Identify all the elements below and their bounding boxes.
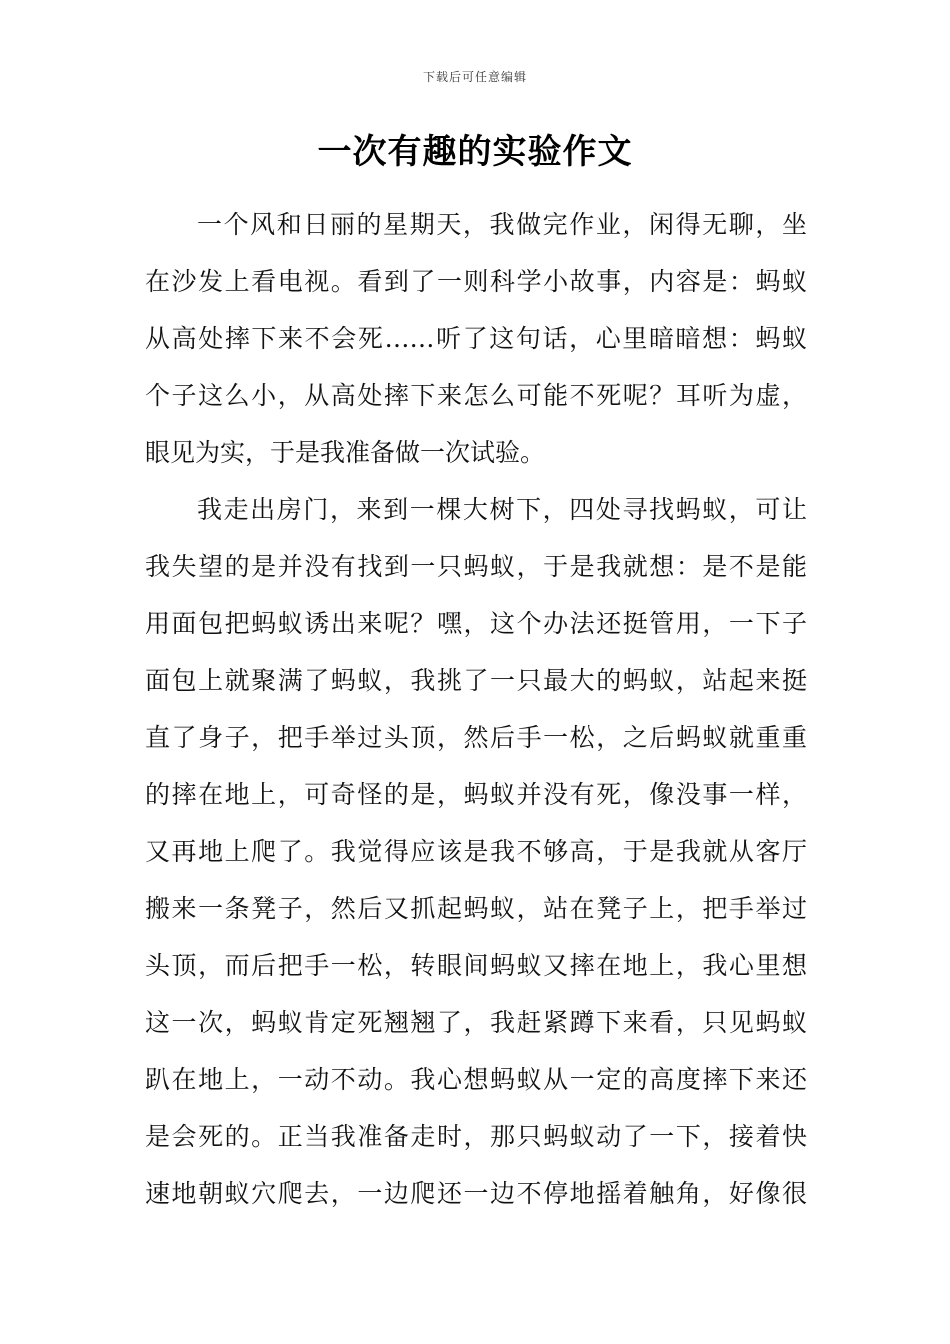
text-line: 搬来一条凳子，然后又抓起蚂蚁，站在凳子上，把手举过	[145, 894, 807, 923]
text-line: 速地朝蚁穴爬去，一边爬还一边不停地摇着触角，好像很	[145, 1179, 807, 1208]
text-line: 用面包把蚂蚁诱出来呢？嘿，这个办法还挺管用，一下子	[145, 609, 807, 638]
document-title: 一次有趣的实验作文	[317, 132, 633, 172]
text-line: 直了身子，把手举过头顶，然后手一松，之后蚂蚁就重重	[145, 723, 807, 752]
text-line: 又再地上爬了。我觉得应该是我不够高，于是我就从客厅	[145, 837, 807, 866]
text-line: 一个风和日丽的星期天，我做完作业，闲得无聊，坐	[197, 210, 807, 239]
text-line: 我失望的是并没有找到一只蚂蚁，于是我就想：是不是能	[145, 552, 807, 581]
text-line: 个子这么小，从高处摔下来怎么可能不死呢？耳听为虚，	[145, 381, 807, 410]
text-line: 从高处摔下来不会死……听了这句话，心里暗暗想：蚂蚁	[145, 324, 807, 353]
text-line: 的摔在地上，可奇怪的是，蚂蚁并没有死，像没事一样，	[145, 780, 807, 809]
text-line: 在沙发上看电视。看到了一则科学小故事，内容是：蚂蚁	[145, 267, 807, 296]
text-line: 我走出房门，来到一棵大树下，四处寻找蚂蚁，可让	[197, 495, 807, 524]
text-line: 面包上就聚满了蚂蚁，我挑了一只最大的蚂蚁，站起来挺	[145, 666, 807, 695]
text-line: 头顶，而后把手一松，转眼间蚂蚁又摔在地上，我心里想	[145, 951, 807, 980]
text-line: 趴在地上，一动不动。我心想蚂蚁从一定的高度摔下来还	[145, 1065, 807, 1094]
text-line: 这一次，蚂蚁肯定死翘翘了，我赶紧蹲下来看，只见蚂蚁	[145, 1008, 807, 1037]
header-note: 下载后可任意编辑	[422, 70, 527, 84]
paragraph-1	[145, 196, 807, 481]
paragraph-2	[145, 481, 807, 1222]
document-body	[145, 196, 807, 1222]
text-line: 是会死的。正当我准备走时，那只蚂蚁动了一下，接着快	[145, 1122, 807, 1151]
text-line: 眼见为实，于是我准备做一次试验。	[145, 438, 546, 467]
